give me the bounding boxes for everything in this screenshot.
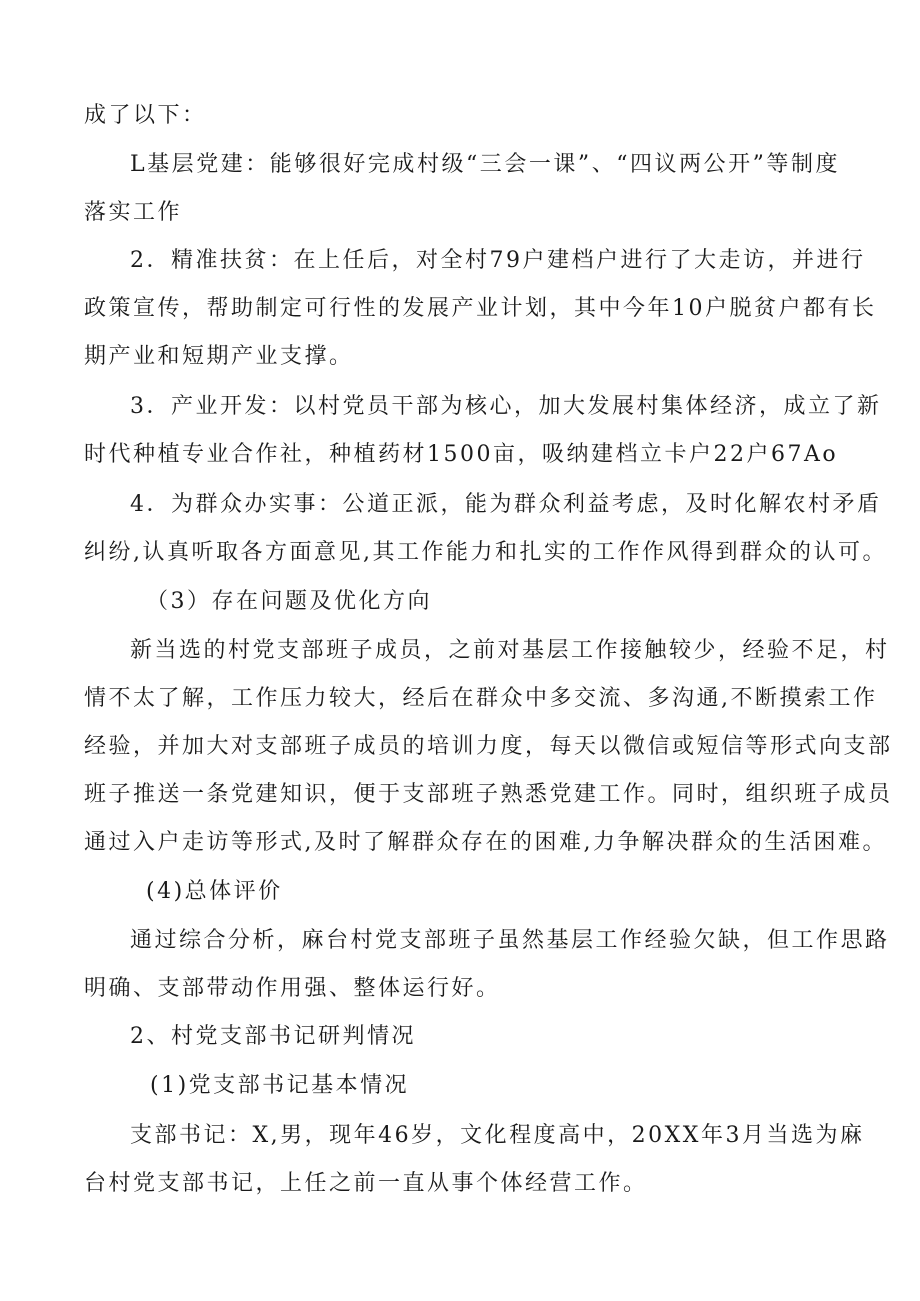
problems-line-1: 新当选的村党支部班子成员，之前对基层工作接触较少，经验不足，村 [130,638,890,663]
item-3-line-1: 3．产业开发：以村党员干部为核心，加大发展村集体经济，成立了新 [130,394,882,419]
problems-line-5: 通过入户走访等形式,及时了解群众存在的困难,力争解决群众的生活困难。 [84,830,887,855]
item-1-line-1: L基层党建：能够很好完成村级“三会一课”、“四议两公开”等制度 [130,152,840,177]
item-2-line-3: 期产业和短期产业支撑。 [84,344,354,369]
problems-line-4: 班子推送一条党建知识，便于支部班子熟悉党建工作。同时，组织班子成员 [84,782,893,807]
secretary-line-1: 支部书记：X,男，现年46岁，文化程度高中，20XX年3月当选为麻 [130,1123,865,1148]
section-heading-4: (4)总体评价 [146,879,283,904]
item-3-line-2: 时代种植专业合作社，种植药材1500亩，吸纳建档立卡户22户67Ao [84,442,839,467]
paragraph-intro-line: 成了以下： [84,103,207,128]
section-heading-3: （3）存在问题及优化方向 [146,589,432,614]
evaluation-line-2: 明确、支部带动作用强、整体运行好。 [84,976,501,1001]
item-2-line-1: 2．精准扶贫：在上任后，对全村79户建档户进行了大走访，并进行 [130,248,866,273]
section-heading-2: 2、村党支部书记研判情况 [130,1024,416,1049]
item-4-line-1: 4．为群众办实事：公道正派，能为群众利益考虑，及时化解农村矛盾 [130,492,882,517]
item-2-line-2: 政策宣传，帮助制定可行性的发展产业计划，其中今年10户脱贫户都有长 [84,296,877,321]
item-1-line-2: 落实工作 [84,200,183,225]
evaluation-line-1: 通过综合分析，麻台村党支部班子虽然基层工作经验欠缺，但工作思路 [130,928,890,953]
problems-line-3: 经验，并加大对支部班子成员的培训力度，每天以微信或短信等形式向支部 [84,734,893,759]
problems-line-2: 情不太了解，工作压力较大，经后在群众中多交流、多沟通,不断摸索工作 [84,686,878,711]
subsection-heading-1: (1)党支部书记基本情况 [150,1073,410,1098]
item-4-line-2: 纠纷,认真听取各方面意见,其工作能力和扎实的工作作风得到群众的认可。 [84,540,887,565]
secretary-line-2: 台村党支部书记，上任之前一直从事个体经营工作。 [84,1171,648,1196]
